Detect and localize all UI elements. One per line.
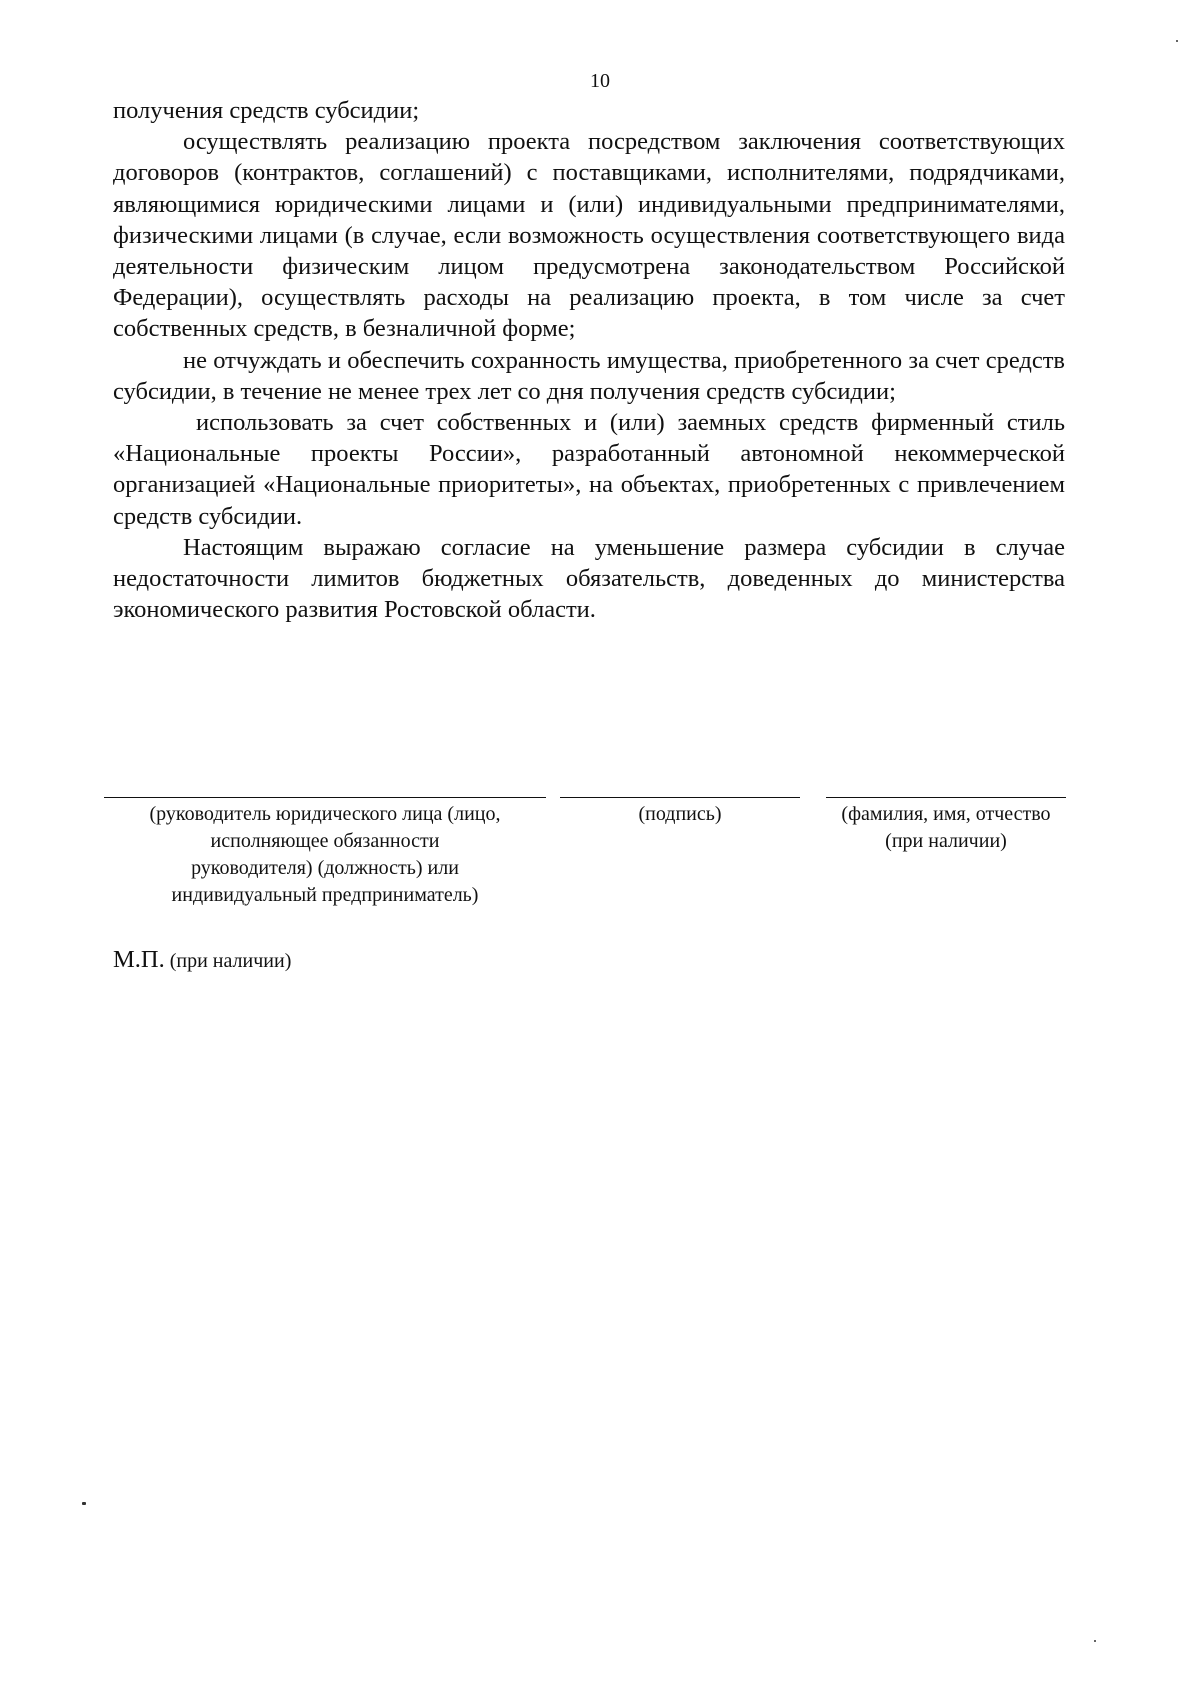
paragraph-consent: Настоящим выражаю согласие на уменьшение размера субсидии в случае недостаточности лимитов бюджетных обязательств, доведенных до министерства экономического развития Ростовской области.	[113, 533, 1065, 624]
page-number: 10	[590, 70, 610, 92]
head-caption-line: (руководитель юридического лица (лицо,	[149, 803, 501, 825]
document-body	[113, 95, 1065, 625]
head-caption-line: индивидуальный предприниматель)	[171, 884, 479, 906]
head-caption	[104, 801, 546, 909]
signature-caption	[560, 801, 800, 828]
paragraph-subsidy-receipt-end: получения средств субсидии;	[113, 97, 420, 124]
seal-note: (при наличии)	[169, 950, 292, 972]
scan-speck	[1094, 1640, 1096, 1642]
scan-speck	[82, 1502, 86, 1505]
head-caption-line: исполняющее обязанности	[210, 830, 440, 852]
paragraph-corporate-style: использовать за счет собственных и (или) заемных средств фирменный стиль «Национальные проекты России», разработанный автономной некоммерческой организацией «Национальные приоритеты», на объектах, приобретенных с привлечением средств субсидии.	[113, 409, 1065, 530]
paragraph-project-implementation: осуществлять реализацию проекта посредством заключения соответствующих договоров (контрактов, соглашений) с поставщиками, исполнителями, подрядчиками, являющимися юридическими лицами и (или) индивидуальными предпринимателями, физическими лицами (в случае, если возможность осуществления соответствующего вида деятельности физическим лицом предусмотрена законодательством Российской Федерации), осуществлять расходы на реализацию проекта, в том числе за счет собственных средств, в безналичной форме;	[113, 128, 1065, 343]
signature-caption-text: (подпись)	[638, 803, 722, 825]
signature-block	[0, 797, 1200, 917]
head-signature-line	[104, 797, 546, 798]
name-caption	[812, 801, 1080, 855]
seal-label: М.П.	[113, 946, 165, 973]
head-caption-line: руководителя) (должность) или	[191, 857, 459, 879]
name-caption-line: (фамилия, имя, отчество	[841, 803, 1051, 825]
name-caption-line: (при наличии)	[885, 830, 1007, 852]
seal-place	[113, 946, 291, 975]
signature-line	[560, 797, 800, 798]
scan-speck	[1176, 40, 1178, 42]
name-signature-line	[826, 797, 1066, 798]
paragraph-property-retention: не отчуждать и обеспечить сохранность имущества, приобретенного за счет средств субсидии, в течение не менее трех лет со дня получения средств субсидии;	[113, 346, 1065, 405]
